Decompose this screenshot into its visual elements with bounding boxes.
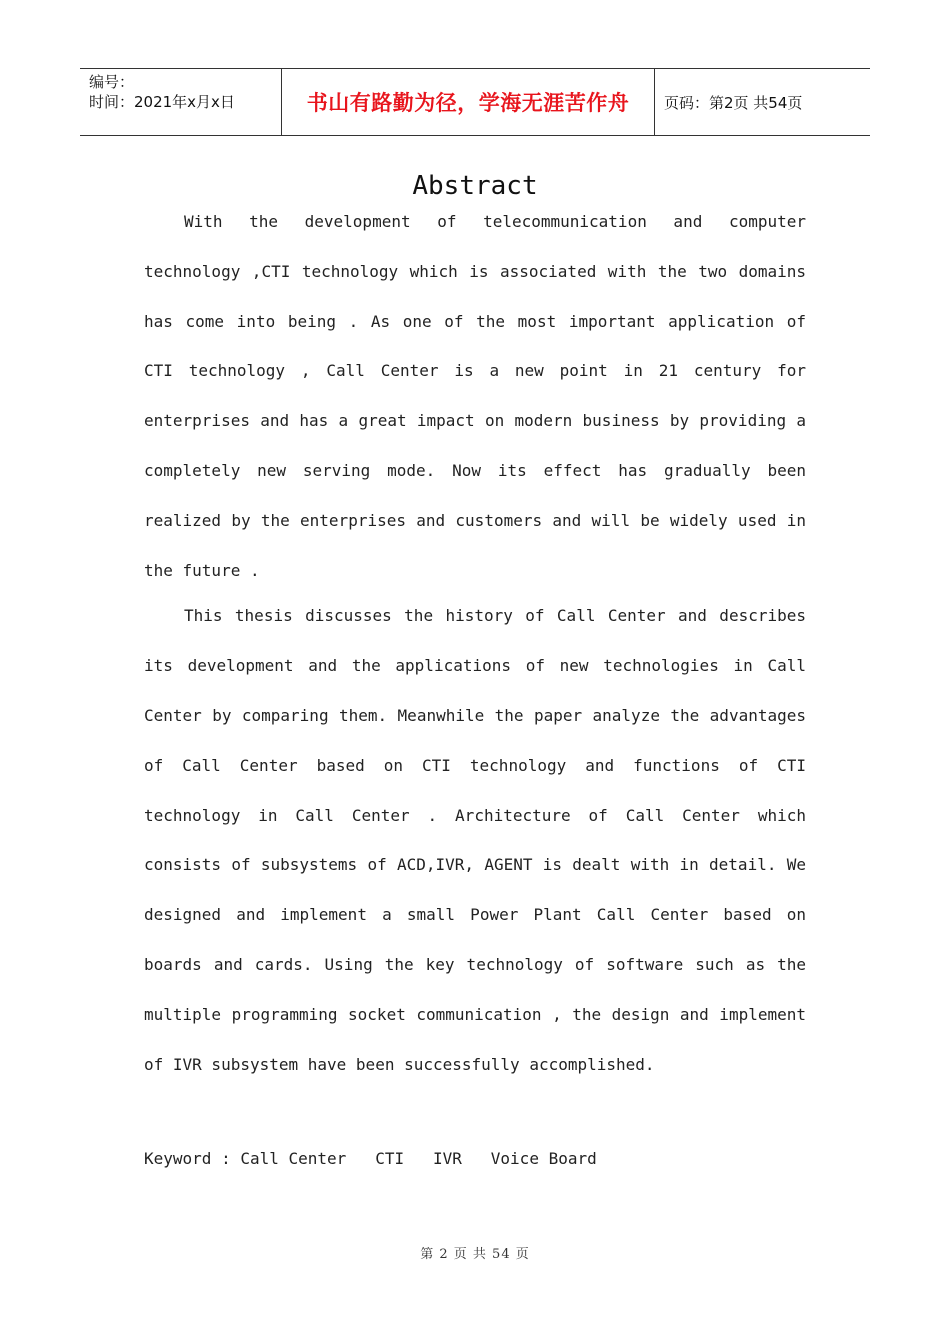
abstract-body	[144, 197, 806, 1089]
header-page-info: 页码：第2页 共54页	[664, 93, 803, 112]
header-motto-cell	[281, 69, 655, 135]
header-page-cell	[655, 69, 870, 135]
abstract-title: Abstract	[412, 171, 538, 201]
abstract-paragraph-1: With the development of telecommunication and computer technology ,CTI technology which is associated with the two domains has come into being . As one of the most important application of CTI technology , Call Center is a new point in 21 century for enterprises and has a great impact on modern business by providing a completely new serving mode. Now its effect has gradually been realized by the enterprises and customers and will be widely used in the future .	[144, 212, 806, 580]
time-label: 时间：2021年x月x日	[89, 93, 235, 111]
motto-text: 书山有路勤为径，学海无涯苦作舟	[306, 91, 630, 115]
keywords-line: Keyword : Call Center CTI IVR Voice Board	[144, 1149, 597, 1168]
header-meta-cell	[80, 69, 281, 135]
abstract-paragraph-2: This thesis discusses the history of Call Center and describes its development and the applications of new technologies in Call Center by comparing them. Meanwhile the paper analyze the advantages of Call Center based on CTI technology and functions of CTI technology in Call Center . Architecture of Call Center which consists of subsystems of ACD,IVR, AGENT is dealt with in detail. We designed and implement a small Power Plant Call Center based on boards and cards. Using the key technology of software such as the multiple programming socket communication , the design and implement of IVR subsystem have been successfully accomplished.	[144, 606, 806, 1074]
page-header	[80, 68, 870, 136]
serial-number-label: 编号：	[89, 73, 135, 91]
page-footer: 第 2 页 共 54 页	[420, 1247, 530, 1262]
